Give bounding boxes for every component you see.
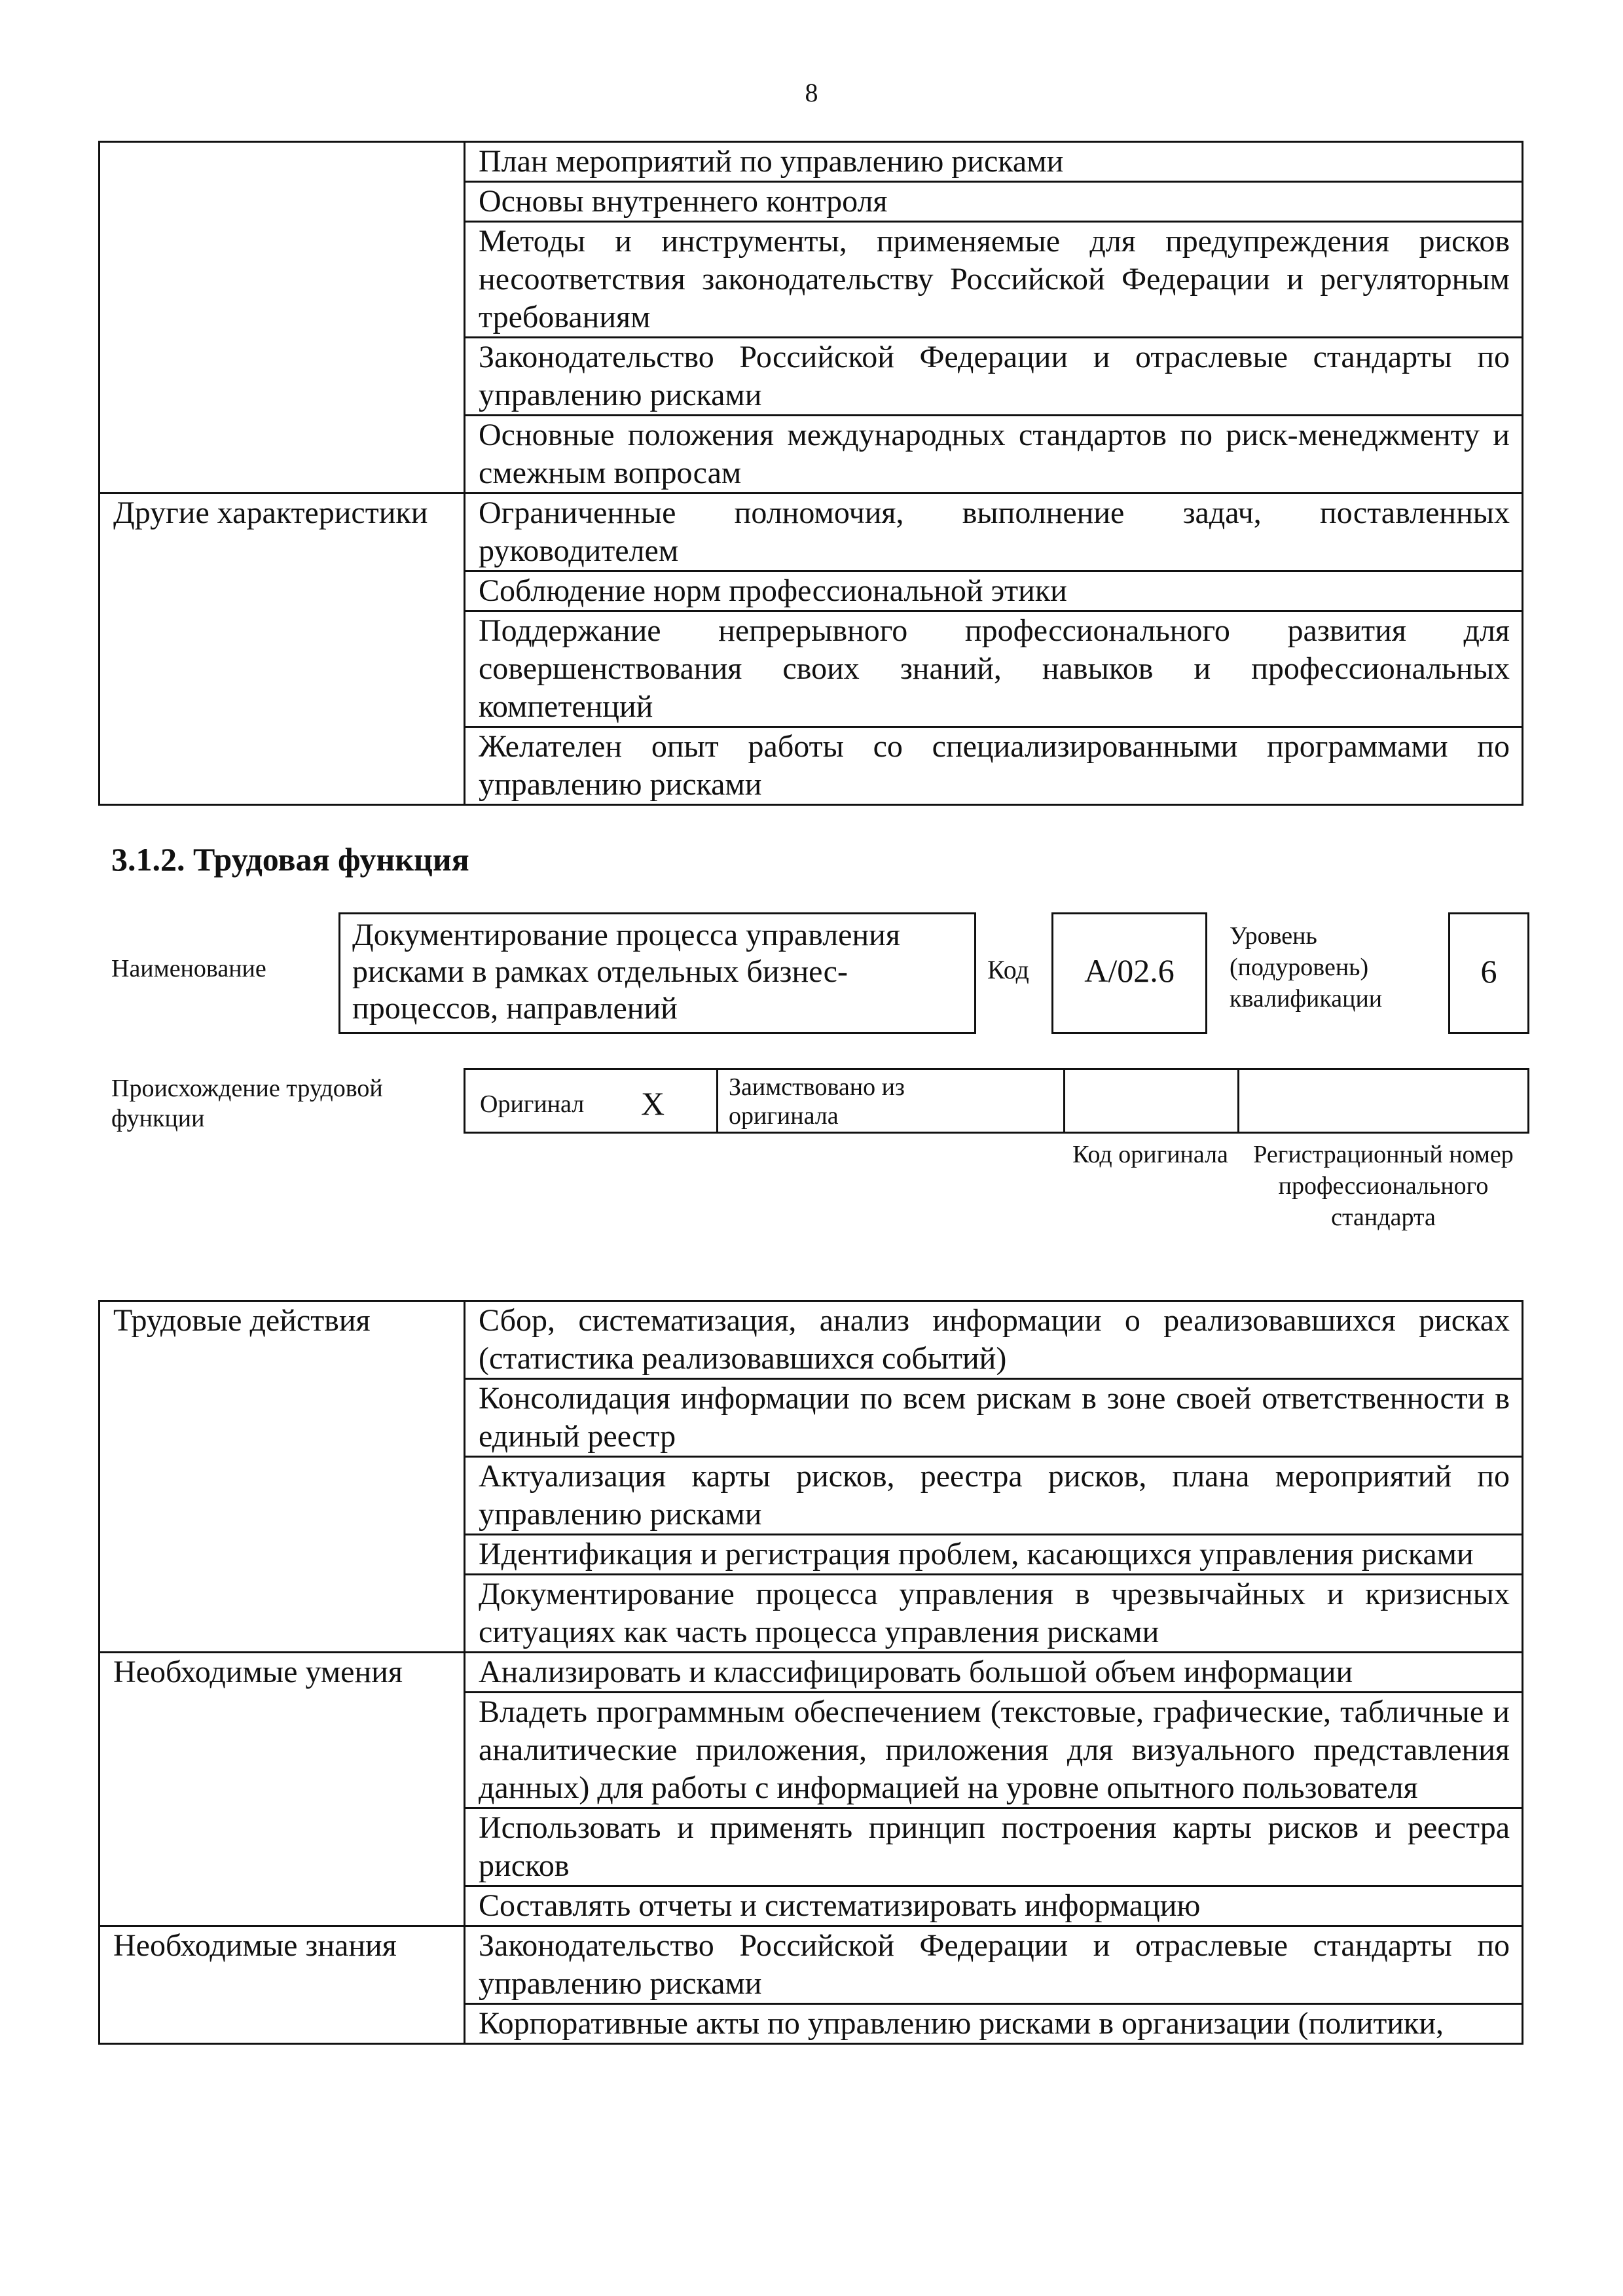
section-heading: 3.1.2. Трудовая функция	[111, 841, 469, 878]
code-original-caption: Код оригинала	[1072, 1141, 1228, 1168]
page-number: 8	[805, 78, 818, 107]
origin-box	[464, 1068, 1529, 1134]
borrowed-label: Заимствовано из оригинала	[729, 1073, 905, 1130]
table-cell: Составлять отчеты и систематизировать информацию	[465, 1886, 1523, 1926]
code-label: Код	[987, 955, 1029, 984]
original-label: Оригинал	[480, 1090, 585, 1118]
row-label-other-characteristics: Другие характеристики	[100, 493, 465, 805]
table-cell: Сбор, систематизация, анализ информации о реализовавшихся рисках (статистика реализовавшихся событий)	[465, 1301, 1523, 1379]
table-cell: Ограниченные полномочия, выполнение задач, поставленных руководителем	[465, 493, 1523, 571]
labor-function-table	[98, 1300, 1523, 2045]
table-cell: Основные положения международных стандартов по риск-менеджменту и смежным вопросам	[465, 416, 1523, 493]
table-cell: Консолидация информации по всем рискам в зоне своей ответственности в единый реестр	[465, 1379, 1523, 1457]
row-label-empty	[100, 142, 465, 493]
table-cell: Актуализация карты рисков, реестра рисков, плана мероприятий по управлению рисками	[465, 1457, 1523, 1535]
original-mark: X	[641, 1085, 665, 1122]
table-row	[100, 142, 1523, 182]
row-label-required-knowledge: Необходимые знания	[100, 1926, 465, 2044]
function-name-box: Документирование процесса управления рисками в рамках отдельных бизнес-процессов, направлений	[338, 912, 976, 1034]
table-row	[100, 1301, 1523, 1379]
row-label-labor-actions: Трудовые действия	[100, 1301, 465, 1653]
table-cell: Методы и инструменты, применяемые для предупреждения рисков несоответствия законодательству Российской Федерации и регуляторным требованиям	[465, 222, 1523, 338]
borrowed-cell	[718, 1070, 1065, 1132]
origin-label: Происхождение трудовой функции	[111, 1075, 383, 1132]
table-cell: Желателен опыт работы со специализированными программами по управлению рисками	[465, 727, 1523, 805]
table-cell: Законодательство Российской Федерации и отраслевые стандарты по управлению рисками	[465, 1926, 1523, 2004]
table-row	[100, 1926, 1523, 2004]
characteristics-table	[98, 141, 1523, 806]
table-cell: Идентификация и регистрация проблем, касающихся управления рисками	[465, 1535, 1523, 1575]
original-code-cell	[1065, 1070, 1239, 1132]
level-label: Уровень (подуровень) квалификации	[1230, 922, 1383, 1013]
level-value-box: 6	[1448, 912, 1529, 1034]
naming-label: Наименование	[111, 955, 266, 982]
table-cell: Корпоративные акты по управлению рисками в организации (политики,	[465, 2004, 1523, 2044]
table-cell: Владеть программным обеспечением (текстовые, графические, табличные и аналитические приложения, приложения для визуального представления данных) для работы с информацией на уровне опытного пользователя	[465, 1693, 1523, 1808]
table-row	[100, 493, 1523, 571]
table-cell: Использовать и применять принцип построения карты рисков и реестра рисков	[465, 1808, 1523, 1886]
code-value-box: A/02.6	[1051, 912, 1207, 1034]
table-row	[100, 1653, 1523, 1693]
row-label-required-skills: Необходимые умения	[100, 1653, 465, 1926]
table-cell: Поддержание непрерывного профессионального развития для совершенствования своих знаний, навыков и профессиональных компетенций	[465, 611, 1523, 727]
table-cell: Основы внутреннего контроля	[465, 182, 1523, 222]
table-cell: Соблюдение норм профессиональной этики	[465, 571, 1523, 611]
table-cell: Документирование процесса управления в чрезвычайных и кризисных ситуациях как часть процесса управления рисками	[465, 1575, 1523, 1653]
original-cell	[465, 1070, 718, 1132]
registration-caption: Регистрационный номер профессионального стандарта	[1253, 1141, 1514, 1231]
registration-number-cell	[1239, 1070, 1531, 1132]
table-cell: План мероприятий по управлению рисками	[465, 142, 1523, 182]
table-cell: Законодательство Российской Федерации и отраслевые стандарты по управлению рисками	[465, 338, 1523, 416]
table-cell: Анализировать и классифицировать большой объем информации	[465, 1653, 1523, 1693]
